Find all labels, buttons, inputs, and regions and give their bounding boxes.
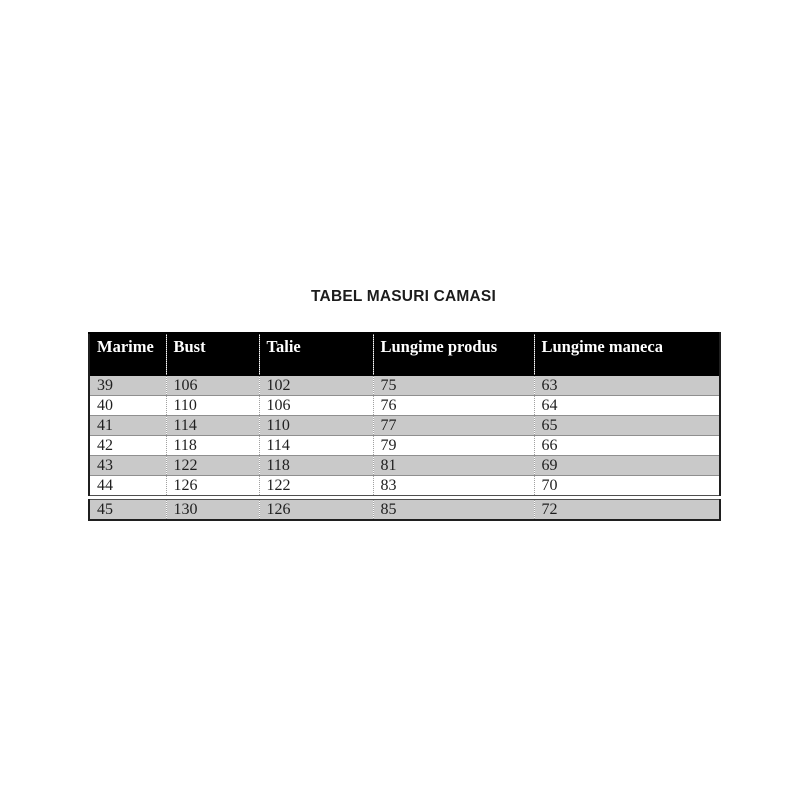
cell-talie: 114 <box>259 436 373 456</box>
cell-marime: 40 <box>89 396 166 416</box>
cell-lungime-maneca: 63 <box>534 376 720 396</box>
table-row <box>89 476 720 496</box>
cell-bust: 126 <box>166 476 259 496</box>
table-row <box>89 416 720 436</box>
cell-lungime-produs: 85 <box>373 500 534 521</box>
cell-lungime-maneca: 65 <box>534 416 720 436</box>
column-header-marime: Marime <box>89 333 166 376</box>
table-row <box>89 500 720 521</box>
table-row <box>89 396 720 416</box>
cell-lungime-maneca: 69 <box>534 456 720 476</box>
column-header-lungime-maneca: Lungime maneca <box>534 333 720 376</box>
cell-bust: 122 <box>166 456 259 476</box>
table-row <box>89 376 720 396</box>
cell-marime: 45 <box>89 500 166 521</box>
table-title: TABEL MASURI CAMASI <box>311 288 496 305</box>
cell-talie: 118 <box>259 456 373 476</box>
cell-lungime-produs: 76 <box>373 396 534 416</box>
cell-talie: 102 <box>259 376 373 396</box>
cell-bust: 130 <box>166 500 259 521</box>
table-row <box>89 456 720 476</box>
cell-talie: 126 <box>259 500 373 521</box>
column-header-talie: Talie <box>259 333 373 376</box>
cell-marime: 44 <box>89 476 166 496</box>
cell-lungime-maneca: 64 <box>534 396 720 416</box>
cell-talie: 122 <box>259 476 373 496</box>
cell-lungime-maneca: 70 <box>534 476 720 496</box>
cell-bust: 110 <box>166 396 259 416</box>
cell-lungime-produs: 75 <box>373 376 534 396</box>
cell-lungime-produs: 79 <box>373 436 534 456</box>
cell-marime: 41 <box>89 416 166 436</box>
size-table <box>88 332 721 521</box>
cell-bust: 114 <box>166 416 259 436</box>
cell-talie: 106 <box>259 396 373 416</box>
cell-bust: 106 <box>166 376 259 396</box>
cell-marime: 42 <box>89 436 166 456</box>
column-header-lungime-produs: Lungime produs <box>373 333 534 376</box>
cell-lungime-maneca: 66 <box>534 436 720 456</box>
cell-lungime-maneca: 72 <box>534 500 720 521</box>
table-row <box>89 436 720 456</box>
cell-lungime-produs: 81 <box>373 456 534 476</box>
column-header-bust: Bust <box>166 333 259 376</box>
cell-bust: 118 <box>166 436 259 456</box>
cell-lungime-produs: 77 <box>373 416 534 436</box>
cell-lungime-produs: 83 <box>373 476 534 496</box>
cell-marime: 39 <box>89 376 166 396</box>
cell-talie: 110 <box>259 416 373 436</box>
cell-marime: 43 <box>89 456 166 476</box>
header-row <box>89 333 720 376</box>
